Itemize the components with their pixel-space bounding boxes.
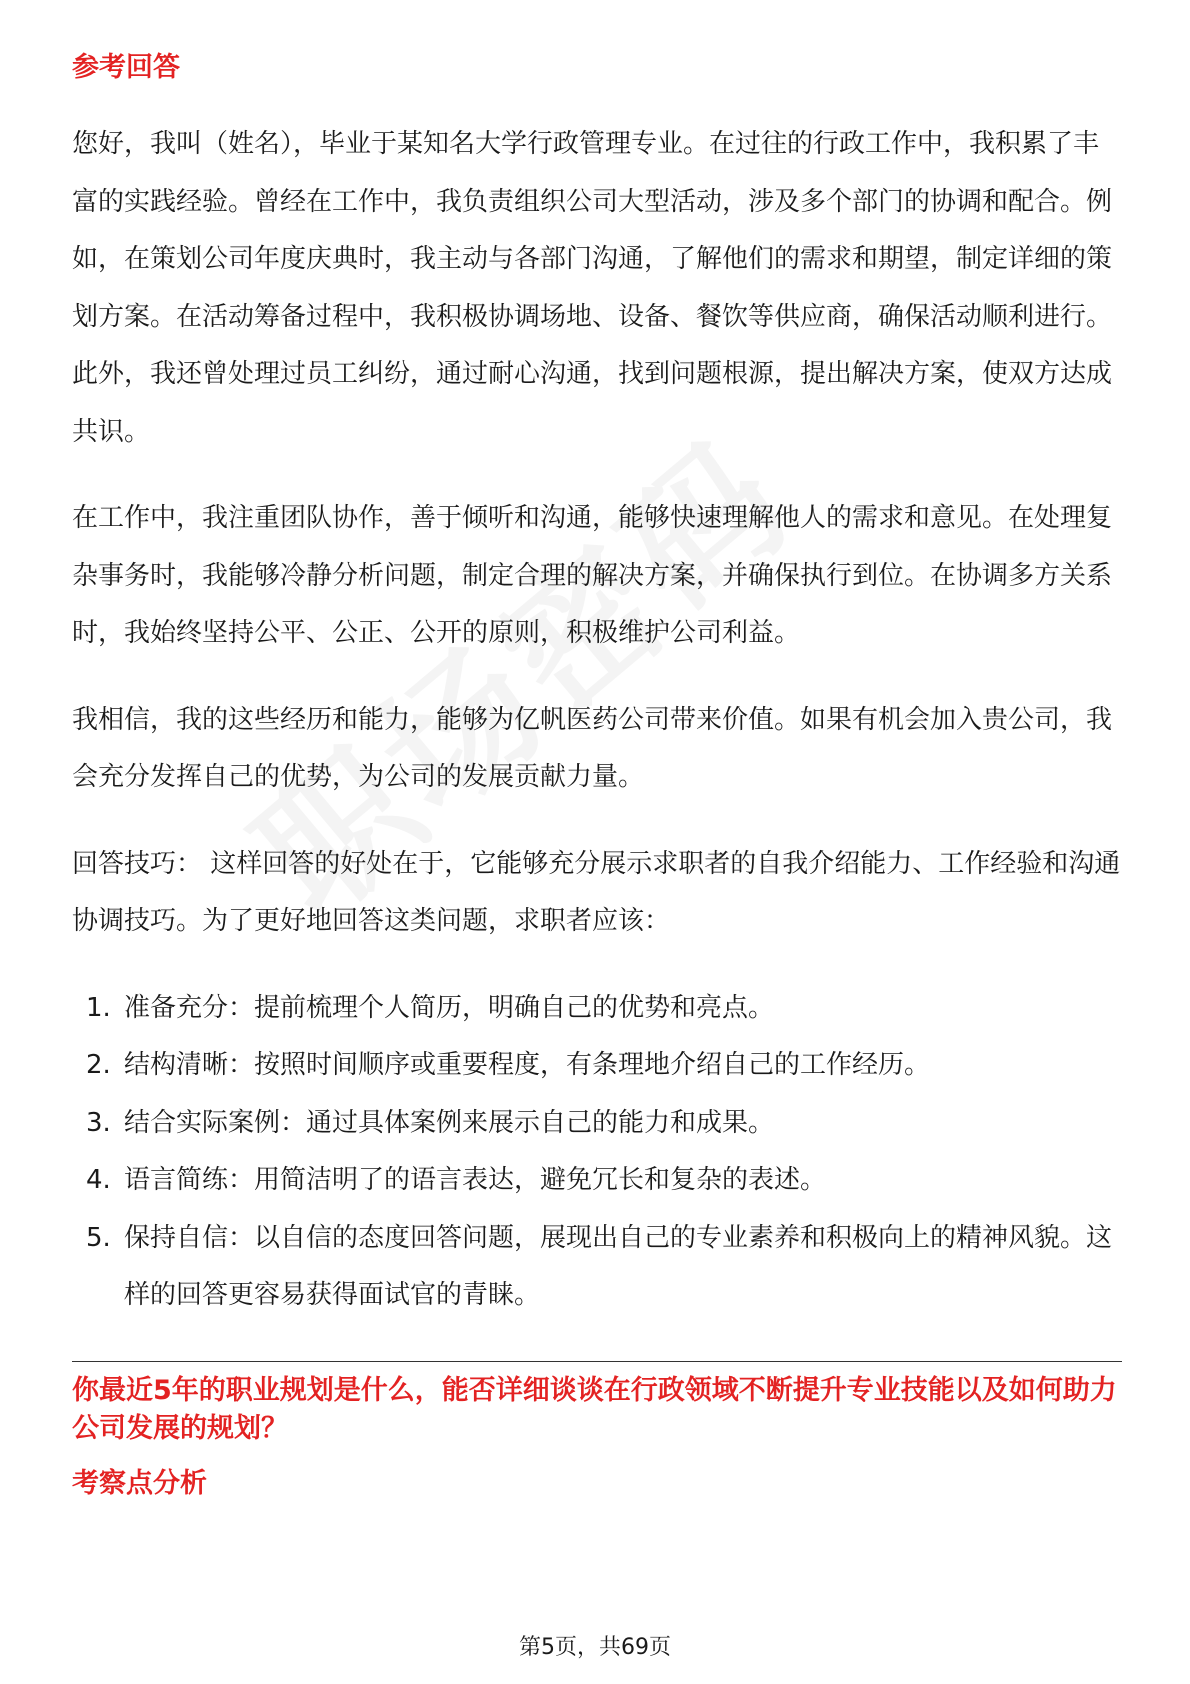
next-question: 你最近5年的职业规划是什么，能否详细谈谈在行政领域不断提升专业技能以及如何助力公司发展的规划？ (72, 1374, 1117, 1444)
list-item: 3. 结合实际案例：通过具体案例来展示自己的能力和成果。 (86, 1107, 775, 1138)
answer-paragraph-3: 我相信，我的这些经历和能力，能够为亿帆医药公司带来价值。如果有机会加入贵公司，我会充分发挥自己的优势，为公司的发展贡献力量。 (72, 704, 1113, 793)
list-item: 5. 保持自信：以自信的态度回答问题，展现出自己的专业素养和积极向上的精神风貌。这样的回答更容易获得面试官的青睐。 (86, 1222, 1113, 1311)
page-number: 第5页，共69页 (519, 1635, 671, 1660)
section-divider (72, 1361, 1122, 1362)
page-content (72, 50, 1122, 1532)
list-item: 4. 语言简练：用简洁明了的语言表达，避免冗长和复杂的表述。 (86, 1165, 827, 1196)
answer-tips-intro: 回答技巧： 这样回答的好处在于，它能够充分展示求职者的自我介绍能力、工作经验和沟通协调技巧。为了更好地回答这类问题，求职者应该： (72, 848, 1121, 937)
answer-title: 参考回答 (72, 52, 180, 83)
answer-paragraph-1: 您好，我叫（姓名），毕业于某知名大学行政管理专业。在过往的行政工作中，我积累了丰富的实践经验。曾经在工作中，我负责组织公司大型活动，涉及多个部门的协调和配合。例如，在策划公司年度庆典时，我主动与各部门沟通，了解他们的需求和期望，制定详细的策划方案。在活动筹备过程中，我积极协调场地、设备、餐饮等供应商，确保活动顺利进行。此外，我还曾处理过员工纠纷，通过耐心沟通，找到问题根源，提出解决方案，使双方达成共识。 (72, 129, 1113, 447)
tips-list (72, 980, 1122, 1325)
answer-paragraph-2: 在工作中，我注重团队协作，善于倾听和沟通，能够快速理解他人的需求和意见。在处理复杂事务时，我能够冷静分析问题，制定合理的解决方案，并确保执行到位。在协调多方关系时，我始终坚持公平、公正、公开的原则，积极维护公司利益。 (72, 503, 1113, 649)
list-item: 2. 结构清晰：按照时间顺序或重要程度，有条理地介绍自己的工作经历。 (86, 1050, 931, 1081)
list-item: 1. 准备充分：提前梳理个人简历，明确自己的优势和亮点。 (86, 992, 775, 1023)
analysis-title: 考察点分析 (72, 1467, 207, 1499)
